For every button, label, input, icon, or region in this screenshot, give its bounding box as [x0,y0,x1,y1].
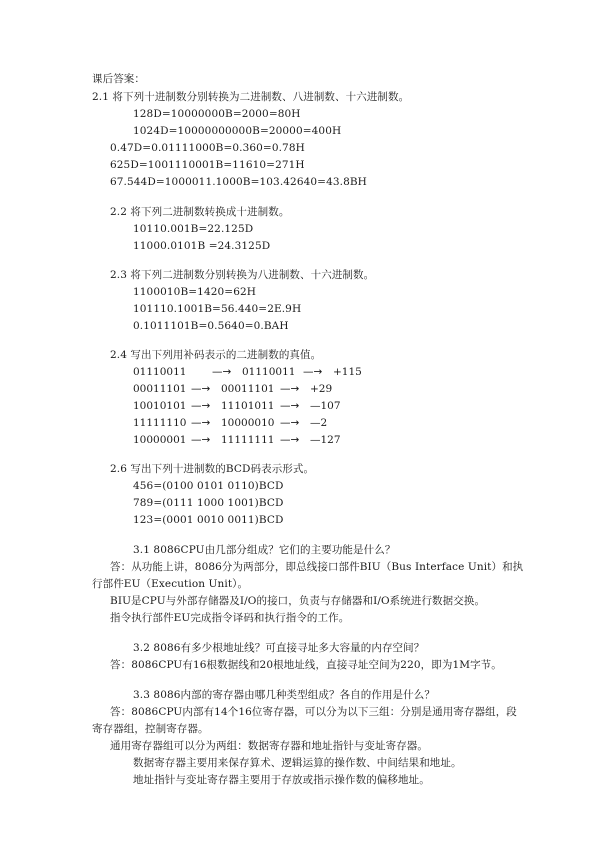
arrow-icon: —→ [280,434,300,446]
arrow-icon: —→ [303,366,323,378]
answer-paragraph: BIU是CPU与外部存储器及I/O的接口，负责与存储器和I/O系统进行数据交换。 [110,595,486,607]
arrow-icon: —→ [191,434,211,446]
question-3-3: 3.3 8086内部的寄存器由哪几种类型组成？各自的作用是什么？ [133,689,435,701]
answer-paragraph: 数据寄存器主要用来保存算术、逻辑运算的操作数、中间结果和地址。 [133,757,462,769]
answer-line: 456=(0100 0101 0110)BCD [133,480,284,492]
section-2-1-title: 2.1 将下列十进制数分别转换为二进制数、八进制数、十六进制数。 [92,91,410,103]
answer-line: 789=(0111 1000 1001)BCD [133,497,284,509]
answer-line: 10110.001B=22.125D [133,223,254,235]
arrow-icon: —→ [191,400,211,412]
true-value: —127 [310,434,341,446]
answer-paragraph: 指令执行部件EU完成指令译码和执行指令的工作。 [110,612,350,624]
true-value: +115 [333,366,362,378]
answer-line: 1100010B=1420=62H [133,286,257,298]
answer-paragraph: 行部件EU（Execution Unit）。 [92,578,249,590]
section-2-2-title: 2.2 将下列二进制数转换成十进制数。 [110,206,290,218]
original-code: 11111110 [133,417,187,429]
answer-line: 0.1011101B=0.5640=0.BAH [133,320,289,332]
section-2-4-title: 2.4 写出下列用补码表示的二进制数的真值。 [110,349,322,361]
arrow-icon: —→ [191,383,211,395]
arrow-icon: —→ [280,400,300,412]
complement-code: 00011101 [221,383,275,395]
complement-code: 10000010 [221,417,275,429]
answer-paragraph: 地址指针与变址寄存器主要用于存放或指示操作数的偏移地址。 [133,774,430,786]
answer-line: 67.544D=1000011.1000B=103.42640=43.8BH [110,176,367,188]
complement-code: 11111111 [221,434,275,446]
answer-line: 1024D=10000000000B=20000=400H [133,125,342,137]
header-title: 课后答案： [92,73,145,85]
original-code: 01110011 [133,366,187,378]
answer-paragraph: 答：8086CPU有16根数据线和20根地址线，直接寻址空间为220，即为1M字节。 [110,659,502,671]
arrow-icon: —→ [212,366,232,378]
answer-paragraph: 通用寄存器组可以分为两组：数据寄存器和地址指针与变址寄存器。 [110,740,428,752]
section-2-6-title: 2.6 写出下列十进制数的BCD码表示形式。 [110,463,315,475]
complement-code: 11101011 [221,400,275,412]
question-3-1: 3.1 8086CPU由几部分组成？它们的主要功能是什么？ [133,544,396,556]
answer-paragraph: 寄存器组，控制寄存器。 [92,723,209,735]
true-value: —2 [310,417,328,429]
complement-code: 01110011 [242,366,296,378]
answer-line: 101110.1001B=56.440=2E.9H [133,303,302,315]
answer-paragraph: 答：8086CPU内部有14个16位寄存器，可以分为以下三组：分别是通用寄存器组，段 [110,706,517,718]
question-3-2: 3.2 8086有多少根地址线？可直接寻址多大容量的内存空间？ [133,642,425,654]
answer-line: 11000.0101B =24.3125D [133,240,271,252]
original-code: 10010101 [133,400,187,412]
answer-line: 625D=1001110001B=11610=271H [110,159,305,171]
arrow-icon: —→ [280,383,300,395]
answer-line: 123=(0001 0010 0011)BCD [133,514,284,526]
answer-paragraph: 答：从功能上讲，8086分为两部分，即总线接口部件BIU（Bus Interface Unit）和执 [110,561,524,573]
section-2-3-title: 2.3 将下列二进制数分别转换为八进制数、十六进制数。 [110,269,375,281]
arrow-icon: —→ [191,417,211,429]
answer-line: 128D=10000000B=2000=80H [133,108,301,120]
original-code: 10000001 [133,434,187,446]
true-value: —107 [310,400,341,412]
arrow-icon: —→ [280,417,300,429]
true-value: +29 [310,383,333,395]
answer-line: 0.47D=0.01111000B=0.360=0.78H [110,142,305,154]
original-code: 00011101 [133,383,187,395]
